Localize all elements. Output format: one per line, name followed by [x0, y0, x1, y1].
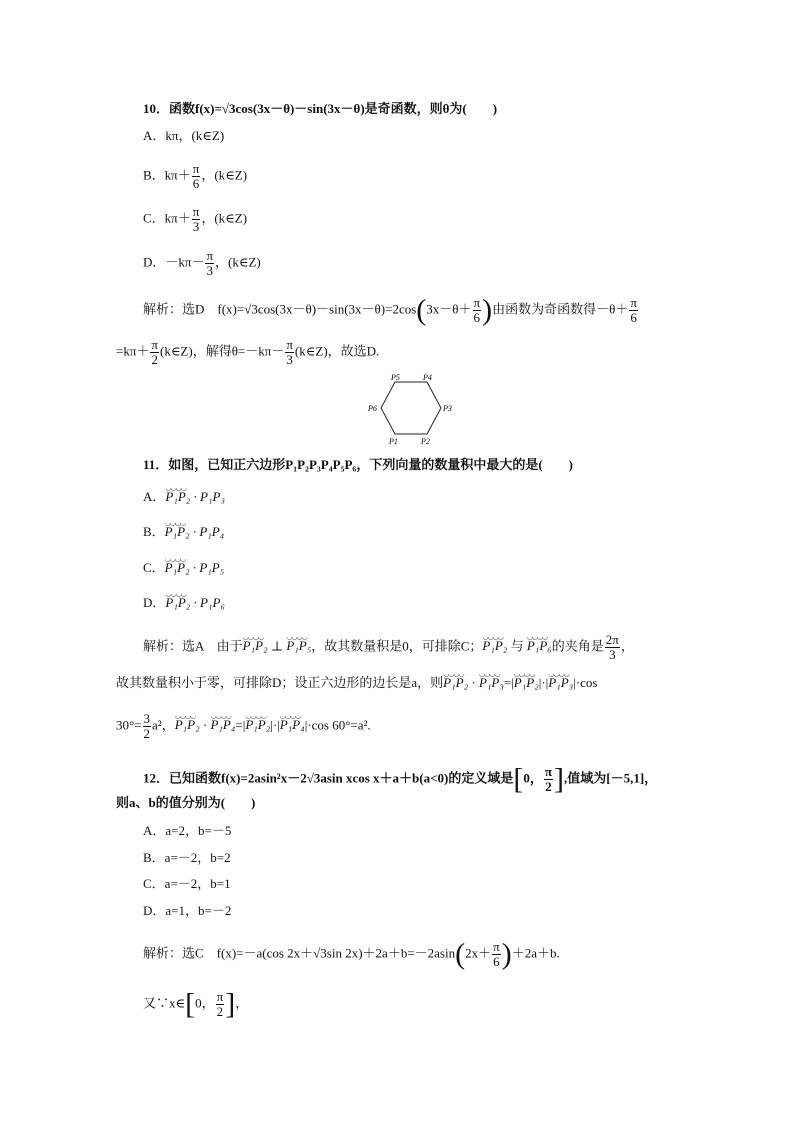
- q10-option-a: A．kπ，(k∈Z): [143, 128, 225, 143]
- q11-option-c: C．◡◡◡◡ P₁P₂ · P₁P₅: [143, 559, 224, 577]
- q10-stem: 10．函数f(x)=√3cos(3x－θ)－sin(3x－θ)是奇函数，则θ为( ): [143, 101, 498, 116]
- q10-option-d: D．－kπ－ $\frac{\pi}{3}$ ，(k∈Z): [143, 248, 261, 278]
- q10-option-b: B．kπ＋ $\frac{\pi}{6}$ ，(k∈Z): [143, 161, 248, 191]
- q11-solution-line1: 解析：选A 由于◡◡◡◡ P₁P₂ ⊥ ◡◡◡◡ P₁P₅，故其数量积是0，可排除C；◡◡◡◡ P₁P₂ 与 ◡◡◡◡ P₁P₆的夹角是 $\frac{2\pi}{3}$ ，: [143, 633, 634, 662]
- q11-solution-line2: 故其数量积小于零，可排除D；设正六边形的边长是a，则◡◡◡◡ P₁P₂ · ◡◡◡◡ P₁P₃=|◡◡◡◡ P₁P₂|·|◡◡◡◡ P₁P₃|·cos: [116, 674, 597, 692]
- label-p6: P6: [368, 404, 377, 413]
- q12-option-c: C．a=－2，b=1: [143, 876, 231, 891]
- q11-solution-line3: 30°= $\frac{3}{2}$ a²，◡◡◡◡ P₁P₂ · ◡◡◡◡ P₁P₄=|◡◡◡◡ P₁P₂|·|◡◡◡◡ P₁P₄|·cos 60°=a².: [116, 712, 371, 741]
- q11-option-a: A．◡◡◡◡ P₁P₂ · P₁P₃: [143, 488, 225, 506]
- q10-option-c: C．kπ＋ $\frac{\pi}{3}$ ，(k∈Z): [143, 204, 248, 234]
- hexagon-figure: [365, 370, 465, 446]
- q10-option-b-text: B．kπ＋: [143, 167, 191, 183]
- q12-solution-line1: 解析：选C f(x)=－a(cos 2x＋√3sin 2x)＋2a＋b=－2asin(2x＋ $\frac{\pi}{6}$ )＋2a＋b.: [143, 937, 560, 971]
- q12-solution-line2: 又∵x∈[0， $\frac{\pi}{2}$ ]，: [143, 987, 249, 1021]
- label-p1: P1: [389, 437, 398, 446]
- q11-stem: 11．如图，已知正六边形P₁P₂P₃P₄P₅P₆，下列向量的数量积中最大的是( ): [143, 457, 573, 472]
- fraction: $\frac{\pi}{3}$: [206, 248, 214, 278]
- hexagon-shape: [381, 382, 441, 434]
- q11-option-b: B．◡◡◡◡ P₁P₂ · P₁P₄: [143, 523, 224, 541]
- label-p5: P5: [391, 373, 400, 382]
- label-p3: P3: [443, 404, 452, 413]
- q12-option-d: D．a=1，b=－2: [143, 903, 232, 918]
- q12-option-a: A．a=2，b=－5: [143, 823, 232, 838]
- q10-solution-line2: =kπ＋ $\frac{\pi}{2}$ (k∈Z)，解得θ=－kπ－ $\frac{\pi}{3}$ (k∈Z)，故选D.: [116, 337, 380, 367]
- q12-stem-line1: 12．已知函数f(x)=2asin²x－2√3asin xcos x＋a＋b(a<0)的定义域是[0， $\frac{\pi}{2}$ ],值域为[－5,1]，: [143, 762, 658, 796]
- label-p2: P2: [421, 437, 430, 446]
- fraction: $\frac{\pi}{3}$: [192, 204, 200, 234]
- label-p4: P4: [423, 373, 432, 382]
- q11-option-d: D．◡◡◡◡ P₁P₂ · P₁P₆: [143, 594, 225, 612]
- q12-option-b: B．a=－2，b=2: [143, 850, 231, 865]
- q10-solution-line1: 解析：选D f(x)=√3cos(3x－θ)－sin(3x－θ)=2cos(3x－θ＋ $\frac{\pi}{6}$ )由函数为奇函数得－θ＋ $\frac{\pi}{6}$: [143, 293, 637, 327]
- q12-stem-line2: 则a、b的值分别为( ): [116, 795, 256, 810]
- fraction: $\frac{\pi}{6}$: [192, 161, 200, 191]
